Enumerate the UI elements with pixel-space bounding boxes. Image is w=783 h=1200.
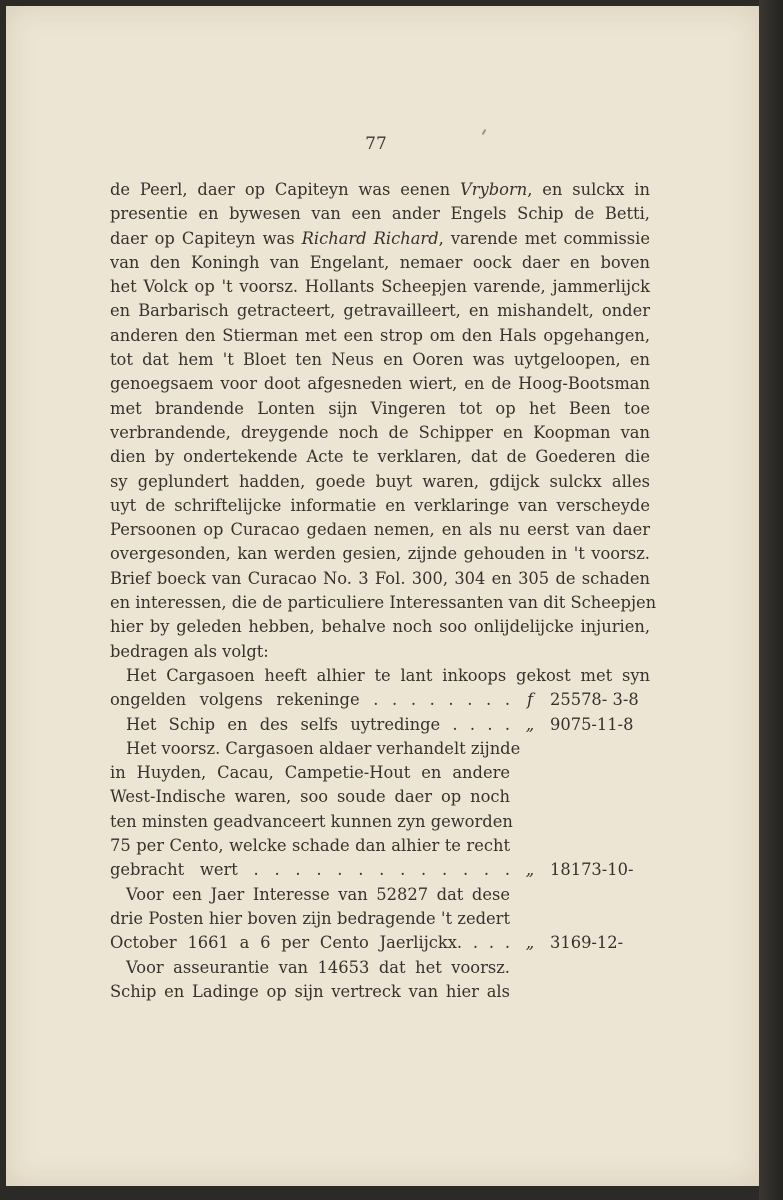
text-line: Brief boeck van Curacao No. 3 Fol. 300, 304 en 305 de schaden — [110, 568, 650, 588]
text-line: uyt de schriftelijcke informatie en verklaringe van verscheyde — [110, 495, 650, 515]
ledger-entry — [110, 713, 650, 737]
entry-amount: 3169-12- — [550, 933, 624, 953]
currency-mark: f — [526, 690, 534, 710]
text-line: van den Koningh van Engelant, nemaer oock daer en boven — [110, 252, 650, 272]
currency-mark: „ — [525, 714, 535, 734]
text-line: overgesonden, kan werden gesien, zijnde gehouden in 't voorsz. — [110, 544, 650, 564]
text-line: daer op Capiteyn was Richard Richard, varende met commissie — [110, 228, 650, 248]
entry-text-line: drie Posten hier boven zijn bedragende 't zedert — [110, 908, 510, 928]
captain-name: Richard Richard — [301, 228, 439, 248]
text-line: tot dat hem 't Bloet ten Neus en Ooren was uytgeloopen, en — [110, 350, 650, 370]
entry-text-line: ten minsten geadvanceert kunnen zyn geworden — [110, 811, 513, 831]
book-page — [6, 6, 759, 1186]
entry-label: ongelden volgens rekeninge . . . . . . . . — [110, 690, 510, 710]
currency-mark: „ — [525, 933, 535, 953]
entry-amount: 25578- 3-8 — [550, 690, 639, 710]
page-number: 77 — [365, 134, 387, 154]
entry-text-line: Schip en Ladinge op sijn vertreck van hier als — [110, 981, 510, 1001]
ledger-entry — [110, 858, 650, 882]
entry-text-line: Het voorsz. Cargasoen aldaer verhandelt zijnde — [126, 738, 521, 758]
text-line: genoegsaem voor doot afgesneden wiert, en de Hoog-Bootsman — [110, 374, 650, 394]
entry-text-line: Het Cargasoen heeft alhier te lant inkoops gekost met syn — [126, 665, 650, 685]
text-line: dien by ondertekende Acte te verklaren, dat de Goederen die — [110, 447, 650, 467]
text-line: anderen den Stierman met een strop om den Hals opgehangen, — [110, 325, 650, 345]
text-line: verbrandende, dreygende noch de Schipper en Koopman van — [110, 422, 650, 442]
entry-text-line: Voor asseurantie van 14653 dat het voorsz. — [126, 957, 510, 977]
text-line: presentie en bywesen van een ander Engels Schip de Betti, — [110, 204, 650, 224]
text-line: sy geplundert hadden, goede buyt waren, gdijck sulckx alles — [110, 471, 650, 491]
body-text — [110, 178, 657, 1004]
entry-amount: 9075-11-8 — [550, 714, 634, 734]
text-line: bedragen als volgt: — [110, 641, 269, 661]
entry-text-line: 75 per Cento, welcke schade dan alhier te recht — [110, 836, 510, 856]
ledger-entry — [110, 931, 650, 955]
text-line: hier by geleden hebben, behalve noch soo onlijdelijcke injurien, — [110, 617, 650, 637]
entry-label: October 1661 a 6 per Cento Jaerlijckx. . . . — [110, 933, 510, 953]
entry-label: Het Schip en des selfs uytredinge . . . . — [126, 714, 510, 734]
entry-amount: 18173-10- — [550, 860, 634, 880]
ship-name: Vryborn — [460, 180, 528, 199]
text-line: en Barbarisch getracteert, getravailleert, en mishandelt, onder — [110, 301, 650, 321]
text-line: en interessen, die de particuliere Interessanten van dit Scheepjen — [110, 593, 657, 613]
text-line: de Peerl, daer op Capiteyn was eenen Vryborn, en sulckx in — [110, 180, 650, 199]
entry-text-line: Voor een Jaer Interesse van 52827 dat dese — [126, 884, 510, 904]
text-line: met brandende Lonten sijn Vingeren tot op het Been toe — [110, 398, 650, 418]
entry-text-line: in Huyden, Cacau, Campetie-Hout en andere — [110, 763, 510, 783]
text-line: het Volck op 't voorsz. Hollants Scheepjen varende, jammerlijck — [110, 277, 650, 297]
currency-mark: „ — [525, 860, 535, 880]
page-edge — [759, 0, 783, 1200]
ledger-entry — [110, 688, 650, 712]
text-line: Persoonen op Curacao gedaen nemen, en als nu eerst van daer — [110, 520, 650, 540]
entry-label: gebracht wert . . . . . . . . . . . . . — [110, 860, 510, 880]
entry-text-line: West-Indische waren, soo soude daer op noch — [110, 787, 510, 807]
